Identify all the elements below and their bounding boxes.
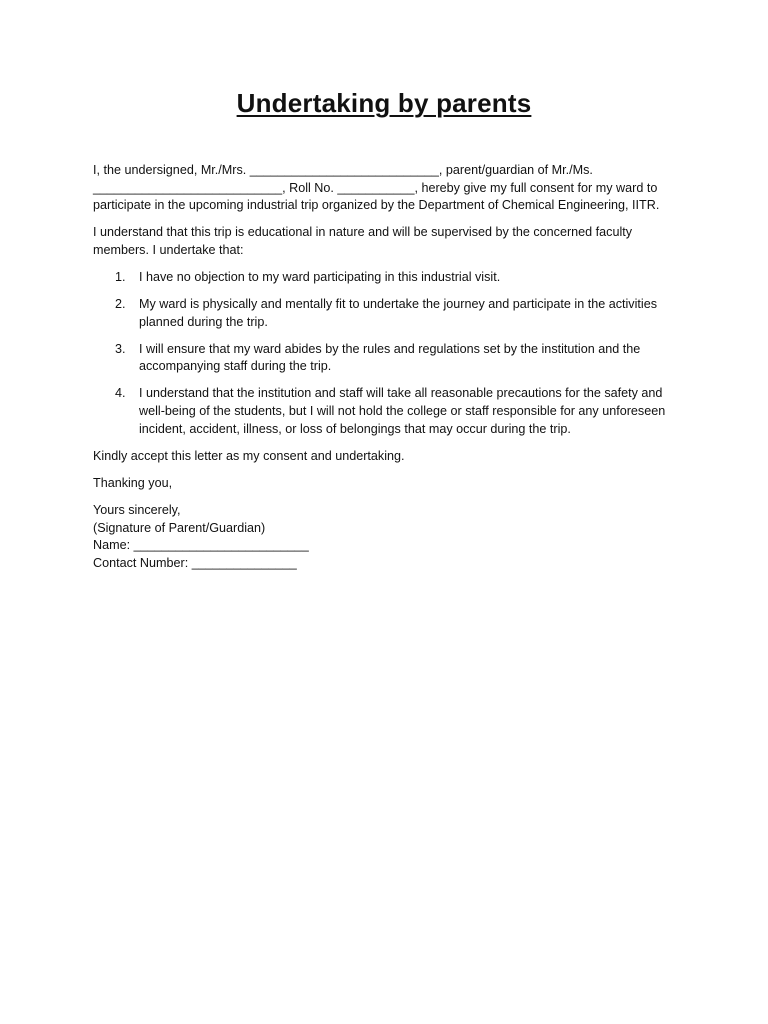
signature-line: (Signature of Parent/Guardian) (93, 520, 266, 535)
document-body (93, 162, 673, 572)
list-item (93, 269, 673, 287)
thanks-line: Thanking you, (93, 475, 173, 490)
list-item-number: 3. (115, 341, 126, 356)
list-item-number: 2. (115, 297, 126, 312)
list-item-number: 4. (115, 386, 126, 401)
list-item-number: 1. (115, 269, 126, 284)
sign-off-line: Yours sincerely, (93, 502, 181, 517)
list-item (93, 296, 673, 331)
understanding-paragraph: I understand that this trip is educational in nature and will be supervised by the concerned faculty members. I undertake that: (93, 225, 633, 257)
list-item-text: I will ensure that my ward abides by the rules and regulations set by the institution and the accompanying staff during the trip. (139, 341, 641, 374)
undertaking-list (93, 269, 673, 438)
signature-block (93, 502, 673, 572)
list-item-text: I understand that the institution and staff will take all reasonable precautions for the safety and well-being of the students, but I will not hold the college or staff responsible for any unforeseen incident, accident, illness, or loss of belongings that may occur during the trip. (139, 386, 666, 436)
list-item-text: I have no objection to my ward participating in this industrial visit. (139, 269, 501, 284)
intro-paragraph: I, the undersigned, Mr./Mrs. ___________________________, parent/guardian of Mr./Ms. ___________________________, Roll No. ___________, hereby give my full consent for my ward to participate in the upcoming industrial trip organized by the Department of Chemical Engineering, IITR. (93, 163, 660, 213)
accept-paragraph: Kindly accept this letter as my consent and undertaking. (93, 448, 405, 463)
contact-number-line: Contact Number: _______________ (93, 555, 297, 570)
list-item (93, 385, 673, 438)
list-item (93, 341, 673, 376)
name-field-line: Name: _________________________ (93, 538, 309, 553)
list-item-text: My ward is physically and mentally fit to undertake the journey and participate in the activities planned during the trip. (139, 297, 658, 329)
document-title: Undertaking by parents (236, 88, 532, 118)
